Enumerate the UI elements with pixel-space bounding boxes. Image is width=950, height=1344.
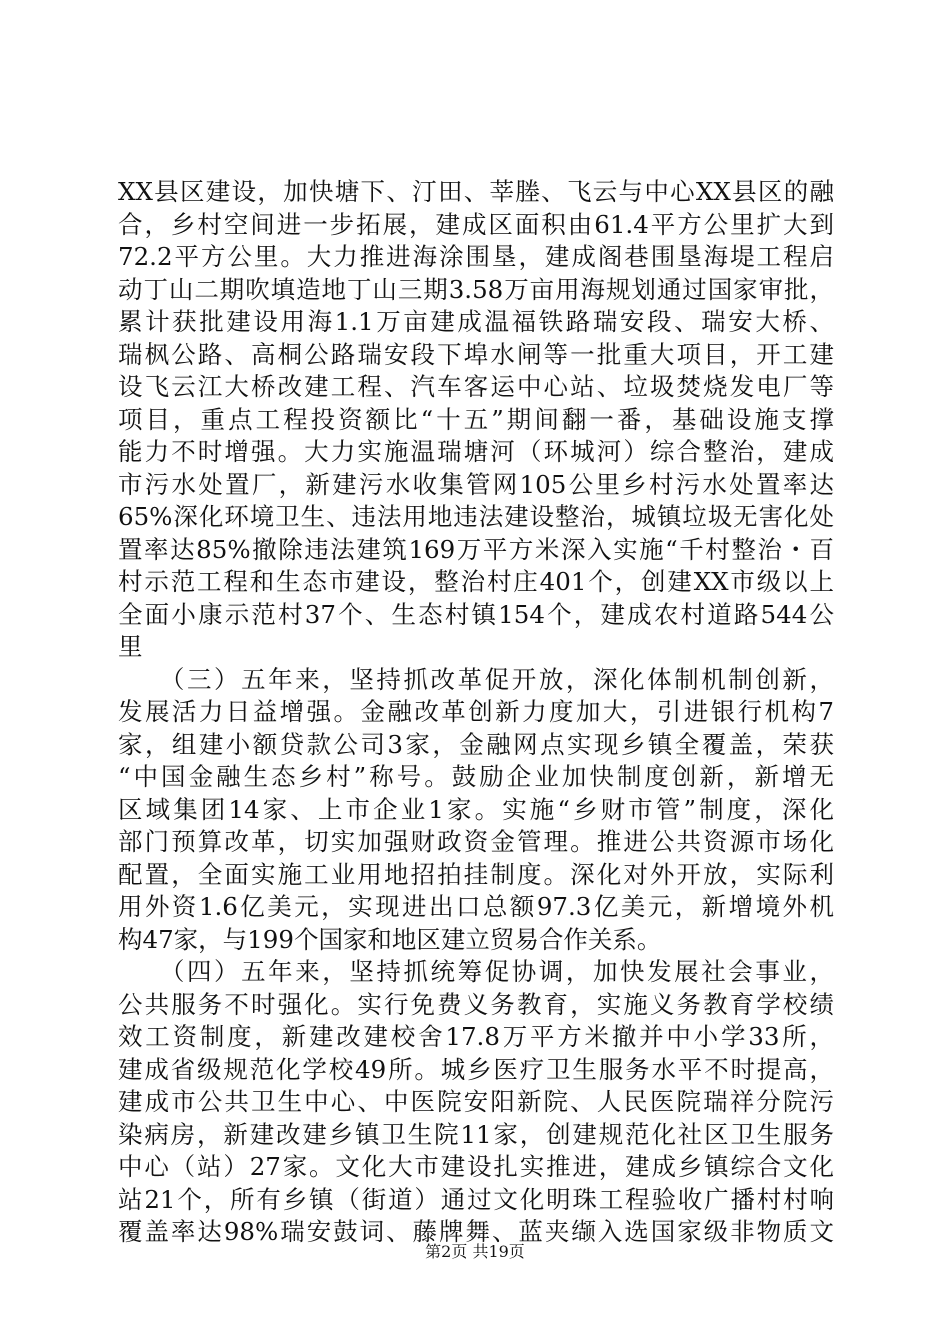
text-line: 建成市公共卫生中心、中医院安阳新院、人民医院瑞祥分院污 [118,1087,834,1116]
text-line: 构47家，与199个国家和地区建立贸易合作关系。 [118,924,662,954]
text-line: （三）五年来，坚持抓改革促开放，深化体制机制创新， [118,664,834,694]
text-line: 项目，重点工程投资额比“十五”期间翻一番，基础设施支撑 [118,404,834,434]
text-line: 市污水处置厂，新建污水收集管网105公里乡村污水处置率达 [118,469,834,499]
page-footer: 第2页 共19页 [425,1242,525,1261]
text-line: 累计获批建设用海1.1万亩建成温福铁路瑞安段、瑞安大桥、 [118,307,834,336]
text-line: 站21个，所有乡镇（街道）通过文化明珠工程验收广播村村响 [118,1184,834,1214]
text-line: 村示范工程和生态市建设，整治村庄401个，创建XX市级以上 [118,567,834,596]
text-line: 覆盖率达98%瑞安鼓词、藤牌舞、蓝夹缬入选国家级非物质文 [118,1217,834,1246]
text-line: 效工资制度，新建改建校舍17.8万平方米撤并中小学33所， [118,1022,834,1051]
text-line: “中国金融生态乡村”称号。鼓励企业加快制度创新，新增无 [118,762,834,791]
text-line: 中心（站）27家。文化大市建设扎实推进，建成乡镇综合文化 [118,1152,834,1181]
text-line: 区域集团14家、上市企业1家。实施“乡财市管”制度，深化 [118,794,834,824]
text-line: 设飞云江大桥改建工程、汽车客运中心站、垃圾焚烧发电厂等 [118,372,834,401]
text-line: 用外资1.6亿美元，实现进出口总额97.3亿美元，新增境外机 [118,892,834,921]
text-line: 65%深化环境卫生、违法用地违法建设整治，城镇垃圾无害化处 [118,502,834,531]
text-line: 部门预算改革，切实加强财政资金管理。推进公共资源市场化 [118,827,834,856]
text-line: 染病房，新建改建乡镇卫生院11家，创建规范化社区卫生服务 [118,1119,834,1149]
text-line: 全面小康示范村37个、生态村镇154个，建成农村道路544公 [118,599,834,629]
text-line: 里 [118,632,143,661]
text-line: 合，乡村空间进一步拓展，建成区面积由61.4平方公里扩大到 [118,209,834,239]
text-line: 发展活力日益增强。金融改革创新力度加大，引进银行机构7 [118,697,834,726]
text-line: XX县区建设，加快塘下、汀田、莘塍、飞云与中心XX县区的融 [118,177,834,206]
text-line: 能力不时增强。大力实施温瑞塘河（环城河）综合整治，建成 [118,437,834,466]
text-line: 置率达85%撤除违法建筑169万平方米深入实施“千村整治・百 [118,534,834,564]
text-line: 动丁山二期吹填造地丁山三期3.58万亩用海规划通过国家审批， [118,274,834,304]
text-line: （四）五年来，坚持抓统筹促协调，加快发展社会事业， [118,957,834,986]
text-line: 建成省级规范化学校49所。城乡医疗卫生服务水平不时提高， [118,1054,834,1084]
text-line: 瑞枫公路、高桐公路瑞安段下埠水闸等一批重大项目，开工建 [118,339,834,369]
text-line: 公共服务不时强化。实行免费义务教育，实施义务教育学校绩 [118,989,834,1019]
text-line: 家，组建小额贷款公司3家，金融网点实现乡镇全覆盖，荣获 [118,729,834,759]
text-line: 配置，全面实施工业用地招拍挂制度。深化对外开放，实际利 [118,859,834,889]
body-text [118,176,834,1249]
text-line: 72.2平方公里。大力推进海涂围垦，建成阁巷围垦海堤工程启 [118,242,834,271]
